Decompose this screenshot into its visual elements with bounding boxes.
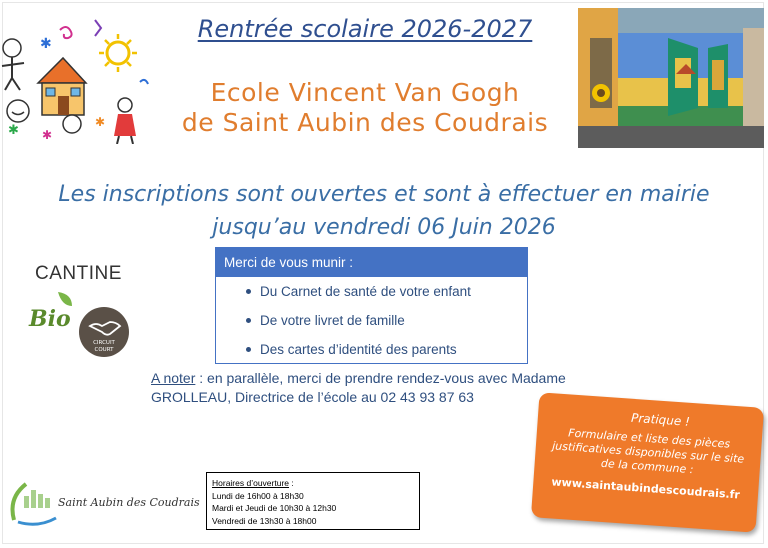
callout-body: Formulaire et liste des pièces justificatives disponibles sur le site de la commune : [551, 426, 745, 477]
children-drawing-clipart [0, 8, 150, 144]
svg-text:✱: ✱ [42, 128, 53, 142]
requirement-item [216, 335, 527, 364]
page-title: Rentrée scolaire 2026-2027 [197, 15, 533, 43]
requirements-box [215, 247, 528, 364]
hours-line: Lundi de 16h00 à 18h30 [212, 490, 304, 501]
school-mural-photo [578, 8, 764, 148]
circuit-logo-line2: COURT [94, 347, 114, 353]
inscription-line2: jusqu’au vendredi 06 Juin 2026 [212, 215, 556, 240]
requirement-item-text: Du Carnet de santé de votre enfant [260, 284, 471, 299]
school-name-line1: Ecole Vincent Van Gogh [210, 78, 520, 107]
note-text: : en parallèle, merci de prendre rendez-vous avec Madame GROLLEAU, Directrice de l’école au 02 43 93 87 63 [151, 370, 566, 405]
bio-logo [28, 290, 76, 334]
school-name [160, 78, 570, 138]
svg-text:✱: ✱ [95, 115, 106, 129]
requirement-item-text: Des cartes d’identité des parents [260, 342, 457, 357]
commune-logo [6, 472, 206, 530]
circuit-court-logo [78, 306, 130, 358]
inscription-line1: Les inscriptions sont ouvertes et sont à effectuer en mairie [58, 182, 710, 207]
commune-logo-text: Saint Aubin des Coudrais [58, 496, 200, 509]
callout-title: Pratique ! [630, 410, 691, 429]
svg-text:✱: ✱ [40, 36, 52, 52]
requirement-item-text: De votre livret de famille [260, 313, 405, 328]
practical-info-callout [531, 392, 764, 532]
hours-title-suffix: : [289, 478, 294, 488]
commune-website-link[interactable]: www.saintaubindescoudrais.fr [551, 475, 741, 502]
circuit-logo-line1: CIRCUIT [93, 340, 115, 346]
bio-logo-text: Bio [29, 306, 71, 332]
requirements-header: Merci de vous munir : [216, 248, 527, 277]
bullet-icon [246, 318, 251, 323]
svg-text:✱: ✱ [8, 123, 19, 138]
bullet-icon [246, 289, 251, 294]
inscription-announcement [20, 178, 748, 244]
hours-title-row [212, 477, 414, 490]
bullet-icon [246, 347, 251, 352]
opening-hours-box [206, 472, 420, 530]
hours-line: Vendredi de 13h30 à 18h00 [212, 515, 317, 526]
note-label: A noter [151, 370, 196, 386]
cantine-label: CANTINE [35, 263, 122, 284]
requirement-item [216, 277, 527, 306]
requirements-list [216, 277, 527, 364]
hours-title: Horaires d’ouverture [212, 478, 290, 488]
school-name-line2: de Saint Aubin des Coudrais [181, 108, 549, 137]
hours-line: Mardi et Jeudi de 10h30 à 12h30 [212, 503, 337, 513]
requirement-item [216, 306, 527, 335]
